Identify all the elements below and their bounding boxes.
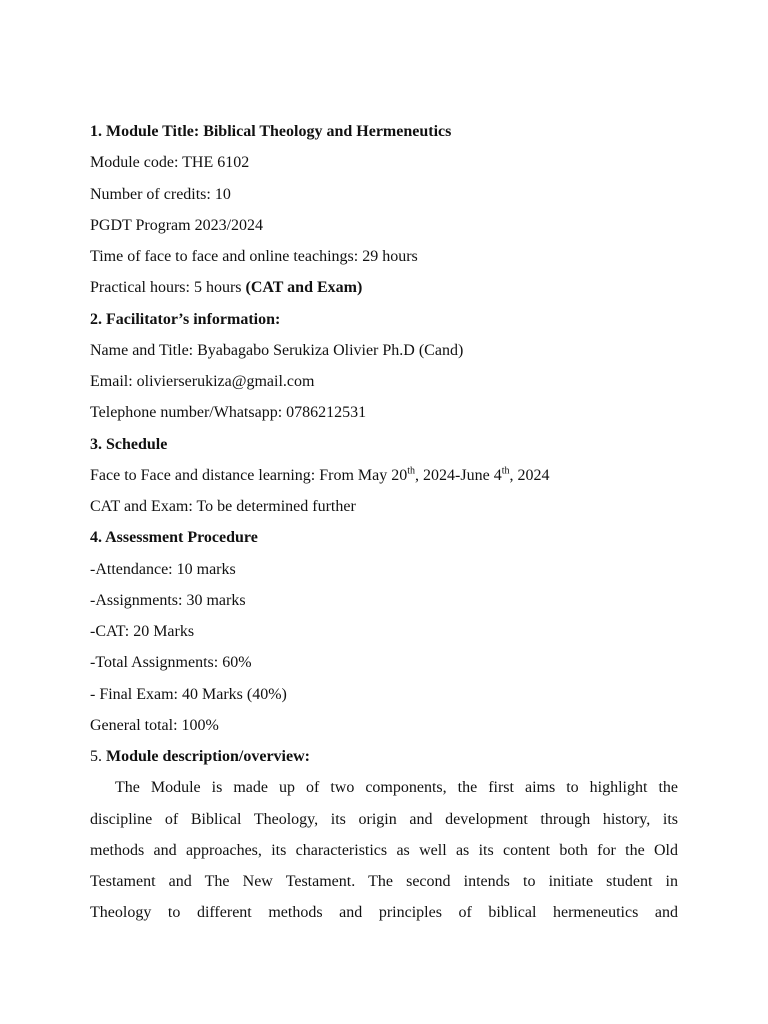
description-heading-text: Module description/overview: (106, 748, 310, 765)
schedule-text-2: , 2024-June 4 (415, 466, 502, 484)
facilitator-heading: 2. Facilitator’s information: (90, 310, 281, 328)
schedule-sup-2: th (501, 465, 510, 477)
description-line: The Module is made up of two components, the first aims to highlight the (115, 779, 678, 797)
schedule-text-3: , 2024 (509, 466, 550, 484)
description-line: Theology to different methods and principles of biblical hermeneutics and (90, 904, 678, 922)
assessment-total: General total: 100% (90, 716, 219, 734)
program-year: PGDT Program 2023/2024 (90, 216, 264, 234)
assessment-heading: 4. Assessment Procedure (90, 529, 258, 547)
assessment-item: -Assignments: 30 marks (90, 591, 246, 609)
schedule-dates (90, 460, 678, 491)
facilitator-name: Name and Title: Byabagabo Serukiza Olivier Ph.D (Cand) (90, 341, 464, 359)
number-of-credits: Number of credits: 10 (90, 185, 231, 203)
schedule-heading: 3. Schedule (90, 435, 168, 453)
facilitator-phone: Telephone number/Whatsapp: 0786212531 (90, 404, 367, 422)
practical-hours-emphasis: (CAT and Exam) (245, 279, 363, 297)
description-heading (90, 741, 678, 772)
teaching-time: Time of face to face and online teachings: 29 hours (90, 248, 418, 265)
practical-hours (90, 272, 678, 303)
schedule-text-1: Face to Face and distance learning: From May 20 (90, 466, 408, 484)
description-line: methods and approaches, its characteristics as well as its content both for the Old (90, 841, 678, 859)
document-page (90, 116, 678, 929)
assessment-item: -Total Assignments: 60% (90, 654, 252, 672)
cat-exam-schedule: CAT and Exam: To be determined further (90, 498, 356, 515)
description-heading-number: 5. (90, 748, 106, 765)
assessment-item: -Attendance: 10 marks (90, 560, 236, 578)
schedule-sup-1: th (407, 465, 416, 477)
assessment-item: -CAT: 20 Marks (90, 623, 195, 640)
description-line: discipline of Biblical Theology, its origin and development through history, its (90, 810, 678, 828)
module-code: Module code: THE 6102 (90, 154, 250, 172)
module-title-heading: 1. Module Title: Biblical Theology and Hermeneutics (90, 123, 452, 140)
assessment-item: - Final Exam: 40 Marks (40%) (90, 685, 287, 703)
facilitator-email: Email: olivierserukiza@gmail.com (90, 373, 315, 390)
practical-hours-text: Practical hours: 5 hours (90, 279, 246, 297)
description-line: Testament and The New Testament. The second intends to initiate student in (90, 873, 678, 890)
description-paragraph (90, 772, 678, 928)
